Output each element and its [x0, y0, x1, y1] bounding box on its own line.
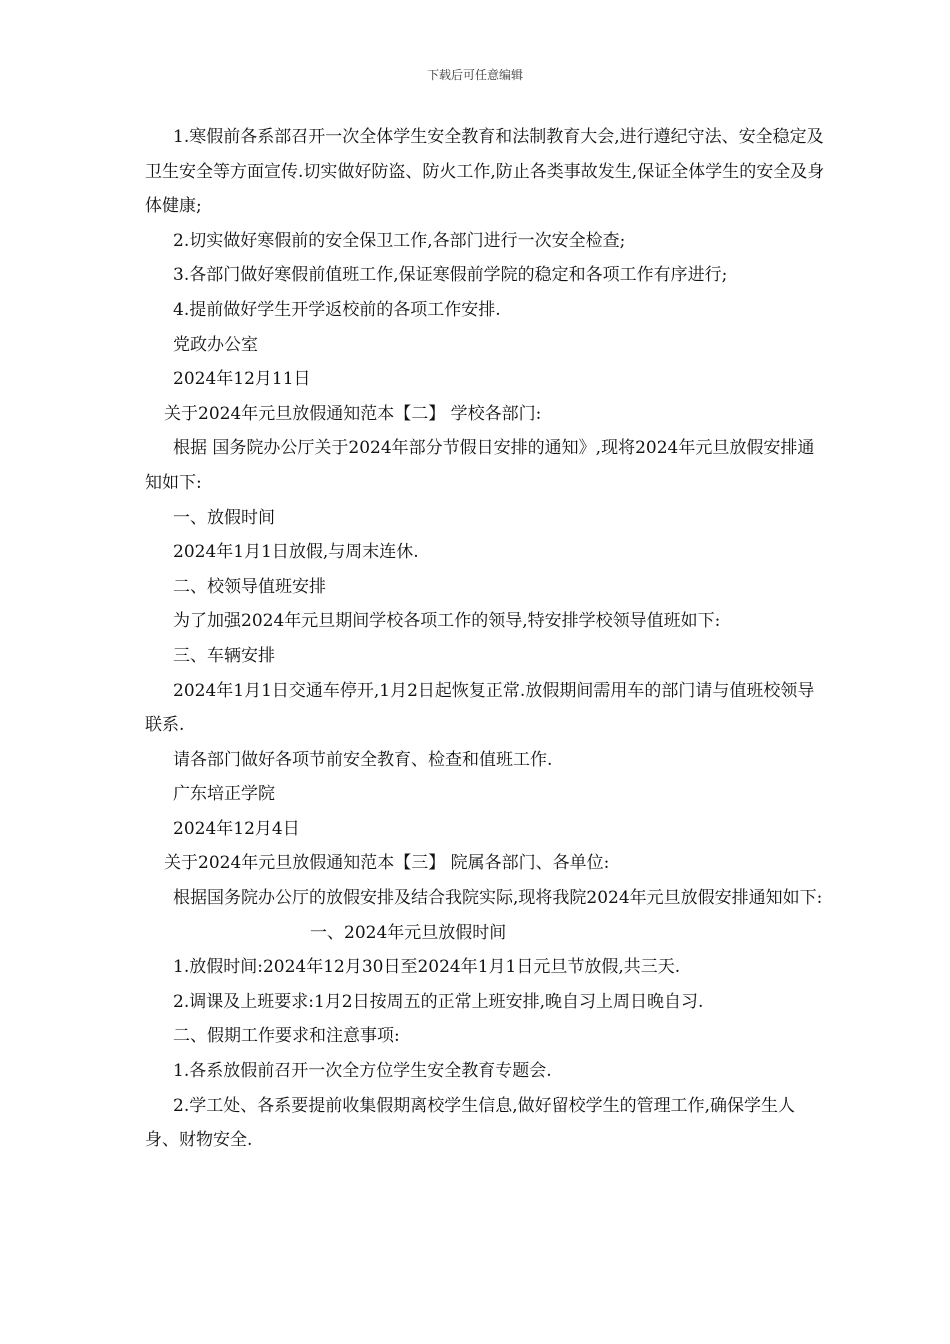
- paragraph-winter-item-4: 4.提前做好学生开学返校前的各项工作安排.: [173, 299, 501, 320]
- notice-3-requirement-1: 1.各系放假前召开一次全方位学生安全教育专题会.: [173, 1061, 552, 1082]
- signature-office: 党政办公室: [173, 334, 258, 355]
- notice-2-duty-text: 为了加强2024年元旦期间学校各项工作的领导,特安排学校领导值班如下:: [173, 611, 721, 632]
- notice-2-section-2: 二、校领导值班安排: [173, 576, 326, 597]
- notice-3-section-1: 一、2024年元旦放假时间: [310, 922, 507, 943]
- signature-college: 广东培正学院: [173, 784, 275, 805]
- paragraph-winter-item-1: 1.寒假前各系部召开一次全体学生安全教育和法制教育大会,进行遵纪守法、安全稳定及卫生安全等方面宣传.切实做好防盗、防火工作,防止各类事故发生,保证全体学生的安全及身体健康;: [145, 127, 825, 217]
- notice-2-section-3: 三、车辆安排: [173, 645, 275, 666]
- notice-3-requirement-2: 2.学工处、各系要提前收集假期离校学生信息,做好留校学生的管理工作,确保学生人身、财物安全.: [145, 1095, 796, 1151]
- page-header-note: 下载后可任意编辑: [426, 68, 523, 82]
- notice-2-holiday-time: 2024年1月1日放假,与周末连休.: [173, 542, 419, 563]
- paragraph-winter-item-3: 3.各部门做好寒假前值班工作,保证寒假前学院的稳定和各项工作有序进行;: [173, 265, 728, 286]
- notice-3-section-2: 二、假期工作要求和注意事项:: [173, 1026, 400, 1047]
- notice-title-3: 关于2024年元旦放假通知范本【三】 院属各部门、各单位:: [164, 853, 610, 874]
- document-body: [145, 120, 825, 1158]
- signature-date-1: 2024年12月11日: [173, 369, 311, 390]
- notice-2-closing: 请各部门做好各项节前安全教育、检查和值班工作.: [173, 749, 553, 770]
- notice-2-vehicle-text: 2024年1月1日交通车停开,1月2日起恢复正常.放假期间需用车的部门请与值班校领导联系.: [145, 680, 815, 736]
- notice-title-2: 关于2024年元旦放假通知范本【二】 学校各部门:: [164, 403, 542, 424]
- notice-3-item-2: 2.调课及上班要求:1月2日按周五的正常上班安排,晚自习上周日晚自习.: [173, 991, 704, 1012]
- notice-3-item-1: 1.放假时间:2024年12月30日至2024年1月1日元旦节放假,共三天.: [173, 957, 681, 978]
- notice-3-intro: 根据国务院办公厅的放假安排及结合我院实际,现将我院2024年元旦放假安排通知如下:: [173, 888, 823, 909]
- notice-2-section-1: 一、放假时间: [173, 507, 275, 528]
- notice-2-intro: 根据 国务院办公厅关于2024年部分节假日安排的通知》,现将2024年元旦放假安排通知如下:: [145, 438, 815, 493]
- paragraph-winter-item-2: 2.切实做好寒假前的安全保卫工作,各部门进行一次安全检查;: [173, 230, 626, 251]
- signature-date-2: 2024年12月4日: [173, 818, 300, 839]
